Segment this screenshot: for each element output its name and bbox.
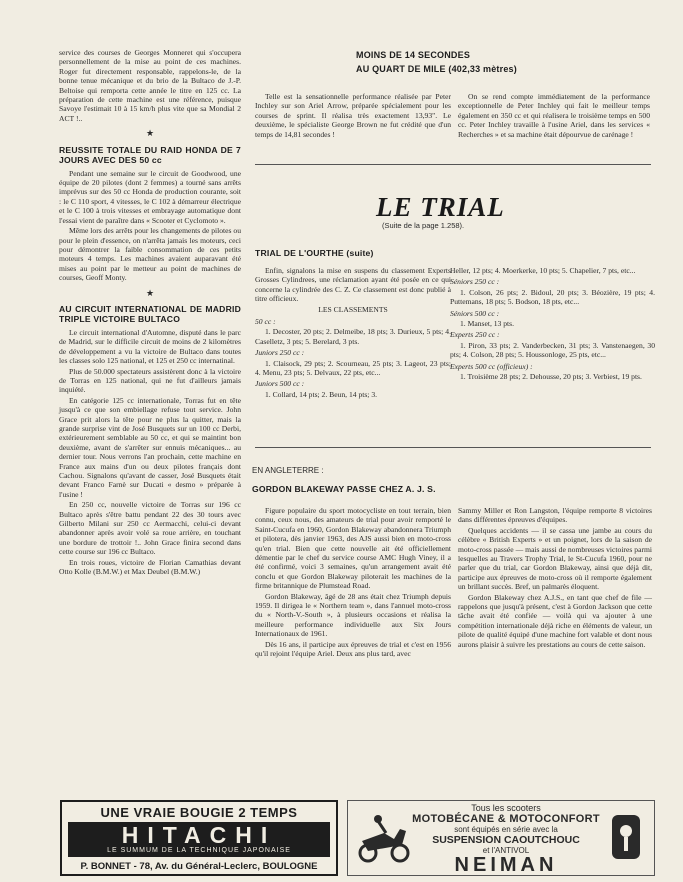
key-lock-illustration (606, 811, 648, 867)
trial-col-1 (255, 266, 451, 400)
paragraph: En catégorie 125 cc internationale, Torras fut en tête jusqu'à ce que son embiellage refuse tout service. John Grace prit alors la tête pour ne plus la quitter, mais la grande surprise vint de José Busquets sur un 100 cc Derbi, extérieurement semblable au 50 cc, et qui se maintint bon deuxième, avant de s'arrêter sur ennuis mécaniques... au dernier tour. Nous verrons l'an prochain, cette machine en France aux mains d'un ou deux pilotes français dont Cachou. Signalons qu'avant de casser, José Busquets était devant Franco Farnè sur Ducati « desmo » préparée à l'usine ! (59, 395, 241, 499)
category-label: 50 cc : (255, 317, 276, 327)
headline-ourthe: TRIAL DE L'OURTHE (suite) (255, 248, 374, 258)
paragraph: Quelques accidents — il se cassa une jambe au cours du célèbre « British Experts » et un poignet, lors de la saison de moto-cross passée — mais aussi de nombreuses victoires parmi lesquelles au Travers Trophy Trial, le St-Cucufa 1960, pour ne parler que du trial, car Gordon Blakeway, ainsi que déjà dit, participe aux épreuves de moto-cross où il remporte également un brillant succès. Bref, un palmarès éloquent. (458, 525, 652, 592)
paragraph: Sammy Miller et Ron Langston, l'équipe remporte 8 victoires dans différentes épreuves d'équipes. (458, 506, 652, 525)
ad-line: SUSPENSION CAOUTCHOUC (432, 834, 580, 846)
paragraph: En trois roues, victoire de Florian Camathias devant Otto Kolle (B.M.W.) et Max Deubel (B.M.W.) (59, 557, 241, 577)
result-line: 1. Troisième 28 pts; 2. Dehousse, 20 pts; 3. Verbiest, 19 pts. (460, 372, 642, 382)
paragraph: Plus de 50.000 spectateurs assistèrent donc à la victoire de Torras en 125 national, qui ne fut d'ailleurs jamais inquiété. (59, 366, 241, 395)
ad-tagline: LE SUMMUM DE LA TECHNIQUE JAPONAISE (107, 847, 291, 854)
category-label: Séniors 500 cc : (450, 308, 500, 318)
result-line: 1. Piron, 33 pts; 2. Vanderbecken, 31 pts; 3. Vanstenaegen, 30 pts; 4. Colson, 28 pts; 5. Houssonloge, 25 pts, etc... (450, 340, 655, 360)
category-label: Séniors 250 cc : (450, 277, 500, 287)
paragraph: Enfin, signalons la mise en suspens du classement Experts Grosses Cylindrees, une réclamation ayant été posée en ce qui concerne la cylindrée des C. Z. Ce classement est donc publié à titre officieux. (255, 266, 451, 304)
headline-quarter-mile: MOINS DE 14 SECONDES (356, 50, 471, 60)
quarter-mile-col-1 (255, 92, 451, 140)
result-line: 1. Collard, 14 pts; 2. Beun, 14 pts; 3. (265, 389, 378, 399)
subheadline-quarter-mile: AU QUART DE MILE (402,33 mètres) (356, 64, 517, 74)
category-label: Experts 500 cc (officieux) : (450, 361, 533, 371)
left-column (59, 48, 241, 578)
ad-text-block (408, 803, 604, 875)
classements-heading: LES CLASSEMENTS (318, 304, 388, 314)
hitachi-logo: HITACHI (121, 822, 277, 848)
paragraph: Gordon Blakeway, âgé de 28 ans était chez Triumph depuis 1959. Il dirigea le « Northern team », dans l'annuel moto-cross du « North-V.-South », à plusieurs occasions et réalisa la meilleure performance individuelle aux Six Jours Internationaux de 1961. (255, 591, 451, 639)
paragraph: En 250 cc, nouvelle victoire de Torras sur 196 cc Bultaco après s'être battu pendant 22 des 30 tours avec Gilberto Milani sur 250 cc Aermacchi, celui-ci devant abandonner après avoir volé sa roue arrière, en touchant une bordure de trottoir !.. John Grace finira second dans cette course sur 196 cc Bultaco. (59, 500, 241, 557)
ad-neiman (347, 800, 655, 876)
ad-line: sont équipés en série avec la (454, 825, 558, 834)
category-label: Juniors 250 cc : (255, 348, 305, 358)
paragraph: Telle est la sensationnelle performance réalisée par Peter Inchley sur son Ariel Arrow, préparée spécialement pour les courses de sprint. Il réalisa très exactement 13,93". Le deuxième, le spécialiste George Brown ne fut crédité que d'un temps de 14,81 secondes ! (255, 92, 451, 139)
section-kicker: EN ANGLETERRE : (252, 466, 324, 475)
paragraph: Gordon Blakeway chez A.J.S., en tant que chef de file — rappelons que jusqu'à présent, c'est à Gordon Jackson que cette tâche avait été confiée — voilà qui va ajouter à une compétition internationale déjà riche en éléments de valeur, un pilote de qualité équipé d'une machine fort valable et dont nous aurons plaisir à suivre les prestations au cours de cette saison. (458, 592, 652, 649)
paragraph: Le circuit international d'Automne, disputé dans le parc de Madrid, sur le difficile circuit de moins de 2 kilomètres de développement a vu la victoire de Bultaco dans toutes les classes solo 125 national, et 125 et 250 cc internatinal. (59, 327, 241, 366)
scooter-icon (354, 811, 414, 866)
headline-blakeway: GORDON BLAKEWAY PASSE CHEZ A. J. S. (252, 484, 436, 494)
key-icon (606, 811, 648, 867)
result-line: 1. Claisock, 29 pts; 2. Scourneau, 25 pts; 3. Lageot, 23 pts; 4. Menu, 23 pts; 5. Delvaux, 22 pts, etc... (255, 358, 451, 378)
category-label: Juniors 500 cc : (255, 379, 305, 389)
headline-madrid: AU CIRCUIT INTERNATIONAL DE MADRID TRIPLE VICTOIRE BULTACO (59, 303, 241, 324)
category-label: Experts 250 cc : (450, 330, 500, 340)
paragraph: Pendant une semaine sur le circuit de Goodwood, une équipe de 20 pilotes (dont 2 femmes) a tourné sans arrêts imprévus sur des 50 cc Honda de production courante, soit : le C 110 sport, 4 vitesses, le C 102 à démarreur électrique et le C 100 à trois vitesses et embrayage automatique dont l'essai vient de paraître dans « Scooter et Cyclomoto ». (59, 168, 241, 225)
headline-honda: REUSSITE TOTALE DU RAID HONDA DE 7 JOURS AVEC DES 50 cc (59, 144, 241, 165)
paragraph: service des courses de Georges Monneret qui s'occupera personnellement de la mise au point de ces machines. Roger fut directement responsable, rappelons-le, de la bonne tenue mécanique et du brio de la Bultaco de J.-P. Beltoise qui remporta cette année le titre en 125 cc. La préparation de cette machine est une référence, puisque Savoye l'estimait 10 à 15 km/h plus vite que sa Mondial 2 ACT !.. (59, 48, 241, 123)
quarter-mile-col-2 (458, 92, 650, 140)
section-title-trial: LE TRIAL (376, 192, 505, 222)
trial-continuation-note: (Suite de la page 1.258). (382, 221, 465, 230)
paragraph: Figure populaire du sport motocycliste en tout terrain, bien connu, ceux nous, des amateurs de trial pour avoir remporté le Saint-Cucufa en 1960, Gordon Blakeway abandonnera Triumph et pilotera, dès janvier 1963, des AJS aussi bien en moto-cross qu'en trial. Bien que cette nouvelle ait été officiellement démentie par le chef du service course AMC Hugh Viney, il a été confirmé, voici 3 semaines, qu'un arrangement avait été conclu et que Gordon Blakeway piloterait les machines de la firme britannique de Plumstead Road. (255, 506, 451, 591)
divider (255, 447, 651, 448)
paragraph: Dès 16 ans, il participe aux épreuves de trial et c'est en 1956 qu'il rejoint l'équipe Ariel. Deux ans plus tard, avec (255, 639, 451, 659)
england-col-2 (458, 506, 652, 650)
separator-star: ★ (145, 287, 155, 298)
england-col-1 (255, 506, 451, 660)
ad-brand-banner (68, 822, 330, 857)
result-line: 1. Decoster, 20 pts; 2. Delmeibe, 18 pts; 3. Durieux, 5 pts; 4. Caselletz, 3 pts; 5. Berelard, 3 pts. (255, 327, 451, 346)
trial-col-2 (450, 266, 655, 382)
ad-hitachi (60, 800, 338, 876)
result-line: Heller, 12 pts; 4. Moerkerke, 10 pts; 5. Chapelier, 7 pts, etc... (450, 266, 636, 275)
paragraph: On se rend compte immédiatement de la performance exceptionnelle de Peter Inchley qui fait le meilleur temps également en 350 cc et qui réalisera le troisième temps en 500 cc. Peter Inchley travaille à l'usine Ariel, dans les services « Recherches » et sa machine était dépourvue de carénage ! (458, 92, 650, 139)
ad-headline: UNE VRAIE BOUGIE 2 TEMPS (100, 805, 298, 820)
divider (255, 164, 651, 165)
ad-line: Tous les scooters (471, 803, 541, 813)
ad-line: et l'ANTIVOL (482, 846, 530, 855)
result-line: 1. Colson, 26 pts; 2. Bidoul, 20 pts; 3. Béozière, 19 pts; 4. Puttemans, 18 pts; 5. Bodson, 18 pts, etc... (450, 287, 655, 307)
ad-address: P. BONNET - 78, Av. du Général-Leclerc, BOULOGNE (80, 861, 318, 872)
separator-star: ★ (145, 128, 155, 139)
scooter-illustration (354, 811, 414, 866)
neiman-logo: NEIMAN (454, 854, 558, 876)
ad-line: MOTOBÉCANE & MOTOCONFORT (412, 813, 600, 825)
result-line: 1. Manset, 13 pts. (460, 319, 514, 329)
paragraph: Même lors des arrêts pour les changements de pilotes ou pour le plein d'essence, on n'arrêta jamais les moteurs, ceci pour démontrer la faible consommation de ces petits moteurs 4 temps. Les machines avaient auparavant été mises au point par le metteur au point de machines de courses, Geoff Monty. (59, 226, 241, 283)
